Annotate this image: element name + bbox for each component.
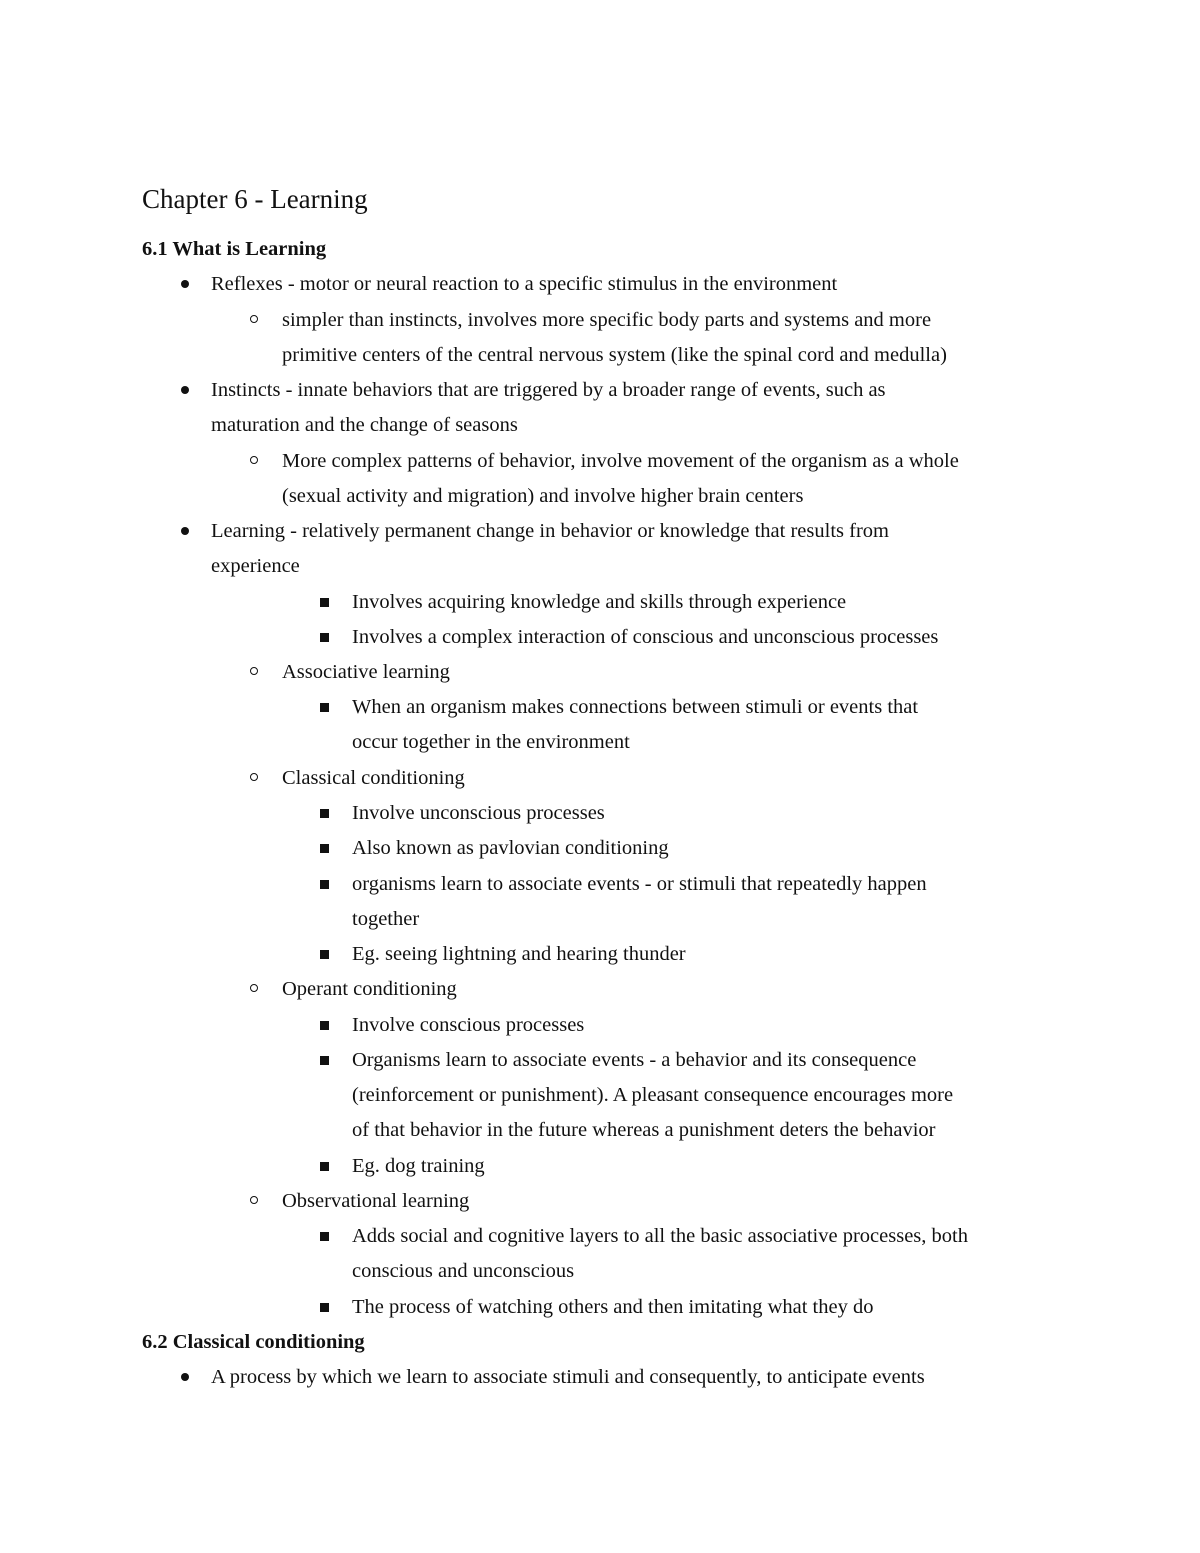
list-item-text: Involve conscious processes [352,1013,585,1036]
list-item [211,1360,925,1395]
list-item-text: simpler than instincts, involves more specific body parts and systems and more [282,308,932,331]
list-item-text: (reinforcement or punishment). A pleasant consequence encourages more [352,1083,954,1106]
list-item-text: A process by which we learn to associate stimuli and consequently, to anticipate events [211,1366,925,1388]
list-item-text: occur together in the environment [352,731,630,754]
list-item-text: Adds social and cognitive layers to all the basic associative processes, both [352,1225,968,1247]
list-item [352,867,927,937]
list-item-text: More complex patterns of behavior, involve movement of the organism as a whole [282,449,959,472]
list-item-text: (sexual activity and migration) and involve higher brain centers [282,484,804,507]
bullet-square-icon [320,1056,329,1065]
list-item [282,444,959,514]
bullet-circle-icon [250,315,258,323]
document-title: Chapter 6 - Learning [142,184,368,214]
list-item [352,937,686,972]
list-item [352,796,605,831]
list-item-text: Associative learning [282,661,450,683]
bullet-square-icon [320,1162,329,1171]
bullet-circle-icon [250,773,258,781]
list-item-text: Also known as pavlovian conditioning [352,837,669,860]
list-item-text: The process of watching others and then imitating what they do [352,1295,874,1318]
list-item-text: When an organism makes connections between stimuli or events that [352,696,919,719]
list-item-text: maturation and the change of seasons [211,414,518,436]
list-item-text: Organisms learn to associate events - a behavior and its consequence [352,1048,917,1071]
section-heading: 6.2 Classical conditioning [142,1330,365,1353]
list-item [282,655,450,690]
bullet-square-icon [320,1021,329,1030]
bullet-square-icon [320,809,329,818]
list-item-text: conscious and unconscious [352,1260,575,1282]
list-item [211,267,837,302]
list-item-text: of that behavior in the future whereas a punishment deters the behavior [352,1118,936,1141]
list-item [352,585,846,620]
list-item [282,1184,469,1219]
bullet-square-icon [320,703,329,712]
bullet-square-icon [320,844,329,853]
list-item [352,1043,953,1148]
list-item [282,303,947,373]
list-item [211,514,889,584]
list-item-text: Eg. seeing lightning and hearing thunder [352,943,686,965]
list-item-text: Observational learning [282,1189,470,1212]
bullet-square-icon [320,1303,329,1312]
list-item [211,373,886,443]
section-heading: 6.1 What is Learning [142,238,327,260]
list-item [352,690,918,760]
bullet-disc-icon [181,1373,189,1381]
bullet-square-icon [320,880,329,889]
list-item [352,831,669,866]
bullet-square-icon [320,598,329,607]
list-item-text: Learning - relatively permanent change in behavior or knowledge that results from [211,520,889,542]
list-item [282,761,465,796]
bullet-circle-icon [250,456,258,464]
bullet-circle-icon [250,667,258,675]
list-item-text: together [352,907,420,930]
list-item-text: Involve unconscious processes [352,802,605,824]
list-item-text: Eg. dog training [352,1154,485,1177]
list-item [352,1149,485,1184]
list-item [352,620,938,655]
list-item [352,1219,968,1289]
bullet-disc-icon [181,280,189,288]
list-item [352,1290,873,1325]
bullet-circle-icon [250,1196,258,1204]
list-item-text: Reflexes - motor or neural reaction to a specific stimulus in the environment [211,273,838,296]
bullet-disc-icon [181,386,189,394]
list-item-text: Operant conditioning [282,978,457,1001]
list-item-text: experience [211,555,300,577]
bullet-square-icon [320,1232,329,1241]
list-item-text: primitive centers of the central nervous system (like the spinal cord and medulla) [282,343,947,366]
list-item-text: Classical conditioning [282,766,465,789]
bullet-disc-icon [181,527,189,535]
bullet-square-icon [320,950,329,959]
bullet-square-icon [320,633,329,642]
list-item-text: Involves a complex interaction of conscious and unconscious processes [352,625,939,648]
list-item-text: Instincts - innate behaviors that are triggered by a broader range of events, such as [211,379,886,401]
list-item-text: Involves acquiring knowledge and skills through experience [352,590,847,613]
list-item [352,1008,584,1043]
list-item-text: organisms learn to associate events - or stimuli that repeatedly happen [352,872,927,895]
list-item [282,972,457,1007]
bullet-circle-icon [250,984,258,992]
